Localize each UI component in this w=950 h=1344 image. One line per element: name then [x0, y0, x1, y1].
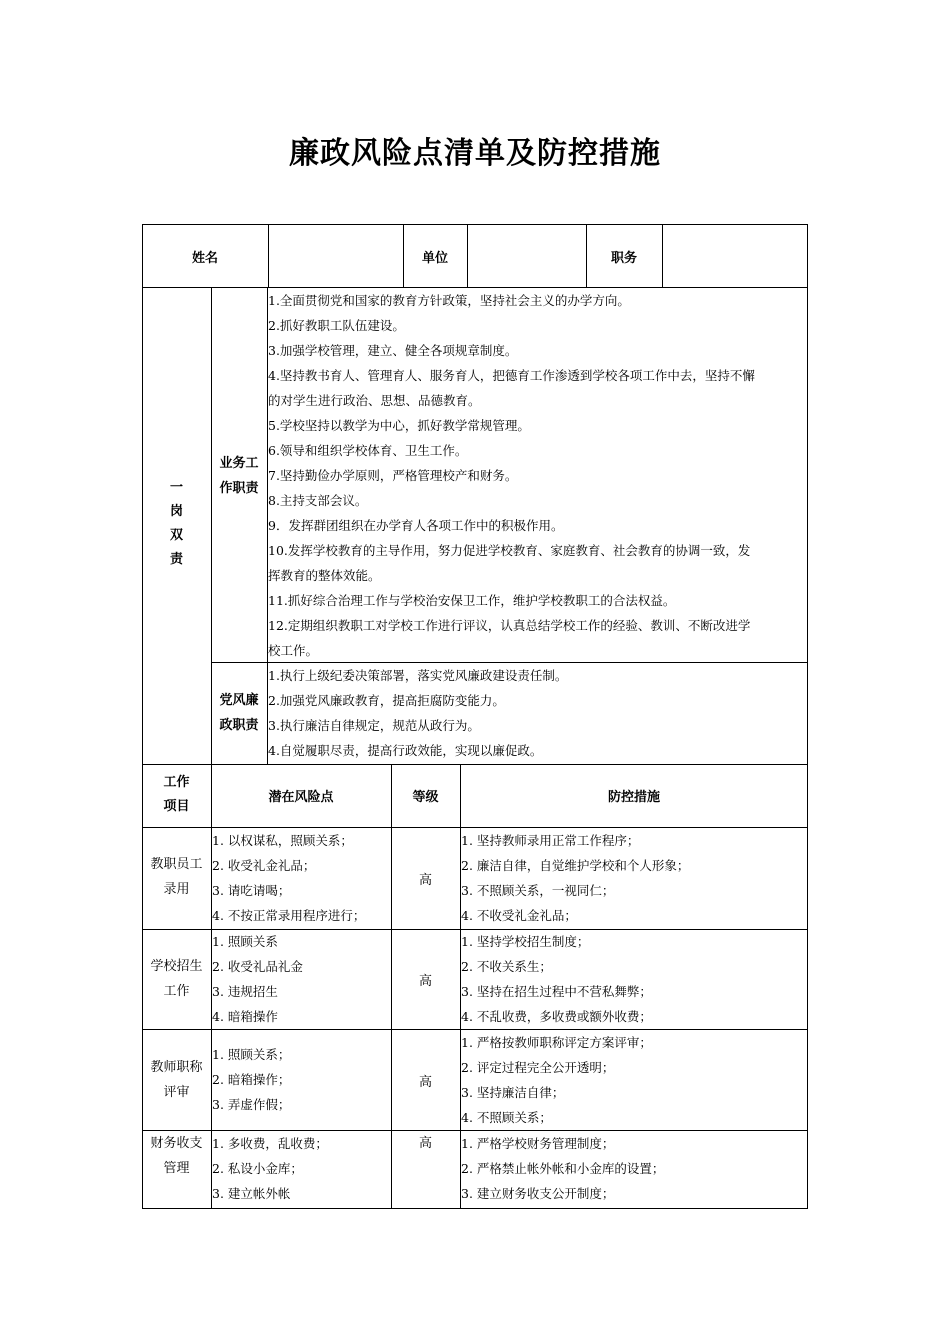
list-item: 3. 弄虚作假；	[212, 1097, 291, 1112]
list-item: 1. 坚持教师录用正常工作程序；	[461, 833, 640, 848]
work-item-header	[142, 771, 211, 819]
page-title: 廉政风险点清单及防控措施	[289, 136, 661, 171]
measures-list	[461, 828, 689, 928]
list-item: 7.坚持勤俭办学原则，严格管理校产和财务。	[268, 468, 518, 483]
list-item: 4. 暗箱操作	[212, 1009, 278, 1024]
list-item: 3. 坚持廉洁自律；	[461, 1085, 565, 1100]
list-item: 的对学生进行政治、思想、品德教育。	[268, 393, 481, 408]
work-item	[142, 1131, 211, 1181]
list-item: 2.加强党风廉政教育，提高拒腐防变能力。	[268, 693, 505, 708]
position-field[interactable]	[662, 224, 808, 288]
list-item: 12.定期组织教职工对学校工作进行评议，认真总结学校工作的经验、教训、不断改进学	[268, 618, 751, 633]
list-item: 1. 照顾关系	[212, 934, 278, 949]
list-item: 1.执行上级纪委决策部署，落实党风廉政建设责任制。	[268, 668, 568, 683]
list-item: 2. 不收关系生；	[461, 959, 552, 974]
list-item: 1. 严格学校财务管理制度；	[461, 1136, 615, 1151]
list-item: 8.主持支部会议。	[268, 493, 368, 508]
business-duty-list	[268, 288, 755, 663]
measures-list	[461, 1030, 652, 1130]
work-item-line: 管理	[163, 1161, 190, 1176]
work-item-header-line: 工作	[163, 775, 190, 790]
list-item: 4. 不乱收费，多收费或额外收费；	[461, 1009, 652, 1024]
name-label: 姓名	[191, 250, 218, 266]
risk-list	[212, 1042, 290, 1117]
list-item: 1. 严格按教师职称评定方案评审；	[461, 1035, 652, 1050]
dual-duty-char: 岗	[169, 504, 183, 519]
list-item: 3.加强学校管理，建立、健全各项规章制度。	[268, 343, 518, 358]
list-item: 2.抓好教职工队伍建设。	[268, 318, 405, 333]
work-item-header-line: 项目	[163, 799, 190, 814]
list-item: 挥教育的整体效能。	[268, 568, 381, 583]
unit-label: 单位	[421, 250, 448, 266]
party-duty-label-line: 党风廉	[219, 693, 259, 708]
work-item	[142, 1055, 211, 1105]
list-item: 2. 暗箱操作；	[212, 1072, 291, 1087]
business-duty-label	[211, 451, 267, 501]
work-item-line: 教职员工	[150, 857, 203, 872]
list-item: 3. 请吃请喝；	[212, 883, 291, 898]
work-item-line: 学校招生	[150, 959, 203, 974]
list-item: 1. 多收费，乱收费；	[212, 1136, 328, 1151]
business-duty-label-line: 作职责	[219, 481, 259, 496]
list-item: 6.领导和组织学校体育、卫生工作。	[268, 443, 468, 458]
unit-field[interactable]	[467, 224, 586, 288]
business-duty-label-line: 业务工	[219, 456, 259, 471]
risk-list	[212, 828, 365, 928]
work-item-line: 录用	[163, 882, 190, 897]
list-item: 2. 严格禁止帐外帐和小金库的设置；	[461, 1161, 665, 1176]
risk-level: 高	[418, 973, 432, 989]
list-item: 3. 建立帐外帐	[212, 1186, 291, 1201]
list-item: 2. 私设小金库；	[212, 1161, 303, 1176]
work-item	[142, 852, 211, 902]
list-item: 10.发挥学校教育的主导作用，努力促进学校教育、家庭教育、社会教育的协调一致，发	[268, 543, 751, 558]
risk-level: 高	[418, 873, 432, 888]
list-item: 5.学校坚持以教学为中心，抓好教学常规管理。	[268, 418, 530, 433]
work-item-line: 评审	[163, 1085, 190, 1100]
list-item: 4. 不照顾关系；	[461, 1110, 552, 1125]
list-item: 2. 廉洁自律，自觉维护学校和个人形象；	[461, 858, 690, 873]
list-item: 11.抓好综合治理工作与学校治安保卫工作，维护学校教职工的合法权益。	[268, 593, 676, 608]
list-item: 1. 以权谋私，照顾关系；	[212, 833, 353, 848]
risk-level: 高	[418, 1136, 432, 1151]
list-item: 4.坚持教书育人、管理育人、服务育人，把德育工作渗透到学校各项工作中去，坚持不懈	[268, 368, 755, 383]
list-item: 3. 建立财务收支公开制度；	[461, 1186, 615, 1201]
list-item: 1. 照顾关系；	[212, 1047, 291, 1062]
risk-list	[212, 929, 303, 1029]
list-item: 1.全面贯彻党和国家的教育方针政策，坚持社会主义的办学方向。	[268, 293, 630, 308]
list-item: 3.执行廉洁自律规定，规范从政行为。	[268, 718, 480, 733]
dual-duty-char: 双	[169, 528, 183, 543]
party-duty-label-line: 政职责	[219, 718, 259, 733]
list-item: 2. 收受礼金礼品；	[212, 858, 316, 873]
work-item-line: 财务收支	[150, 1136, 203, 1151]
measures-list	[461, 929, 652, 1029]
list-item: 3. 违规招生	[212, 984, 278, 999]
list-item: 校工作。	[268, 643, 319, 658]
dual-duty-label	[142, 476, 211, 572]
list-item: 3. 坚持在招生过程中不营私舞弊；	[461, 984, 652, 999]
position-label: 职务	[610, 250, 637, 266]
list-item: 2. 收受礼品礼金	[212, 959, 303, 974]
work-item-line: 工作	[163, 984, 190, 999]
party-duty-list	[268, 663, 567, 763]
list-item: 4.自觉履职尽责，提高行政效能，实现以廉促政。	[268, 743, 543, 758]
dual-duty-char: 一	[169, 480, 183, 495]
name-field[interactable]	[268, 224, 403, 288]
list-item: 4. 不收受礼金礼品；	[461, 908, 577, 923]
work-item-line: 教师职称	[150, 1060, 203, 1075]
list-item: 1. 坚持学校招生制度；	[461, 934, 590, 949]
list-item: 3. 不照顾关系，一视同仁；	[461, 883, 615, 898]
dual-duty-char: 责	[169, 552, 183, 567]
list-item: 4. 不按正常录用程序进行；	[212, 908, 366, 923]
level-header: 等级	[412, 790, 439, 805]
measures-list	[461, 1131, 664, 1206]
risk-header: 潜在风险点	[268, 790, 334, 805]
risk-level: 高	[418, 1074, 432, 1090]
measures-header: 防控措施	[607, 790, 660, 805]
risk-list	[212, 1131, 328, 1206]
list-item: 2. 评定过程完全公开透明；	[461, 1060, 615, 1075]
list-item: 9．发挥群团组织在办学育人各项工作中的积极作用。	[268, 518, 564, 533]
party-duty-label	[211, 688, 267, 738]
work-item	[142, 954, 211, 1004]
